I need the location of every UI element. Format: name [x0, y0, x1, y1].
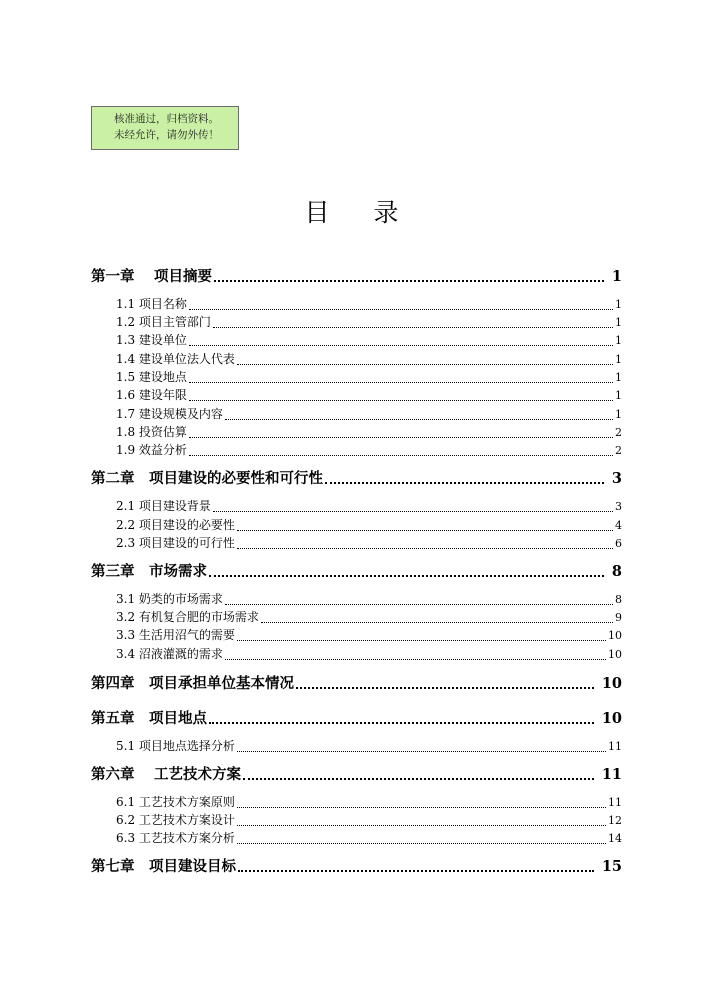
toc-section-6-3[interactable] — [116, 830, 622, 847]
toc-section-label: 5.1 项目地点选择分析 — [116, 739, 235, 753]
toc-section-label: 2.2 项目建设的必要性 — [116, 518, 235, 532]
toc-chapter-3[interactable] — [91, 562, 622, 582]
toc-section-1-2[interactable] — [116, 314, 622, 331]
toc-page-number: 1 — [611, 268, 622, 285]
toc-chapter-5[interactable] — [91, 709, 622, 729]
dot-leader — [214, 279, 604, 282]
toc-page-number: 10 — [608, 648, 622, 661]
toc-section-1-4[interactable] — [116, 351, 622, 368]
toc-section-label: 1.4 建设单位法人代表 — [116, 352, 235, 366]
dot-leader — [237, 824, 606, 826]
toc-section-label: 1.9 效益分析 — [116, 443, 187, 457]
dot-leader — [209, 574, 604, 577]
toc-page-number: 1 — [615, 298, 622, 311]
toc-page-number: 8 — [611, 563, 622, 580]
toc-section-label: 1.2 项目主管部门 — [116, 315, 211, 329]
dot-leader — [237, 806, 606, 808]
toc-chapter-label: 第二章 项目建设的必要性和可行性 — [91, 470, 323, 487]
toc-page-number: 1 — [615, 389, 622, 402]
toc-section-label: 6.1 工艺技术方案原则 — [116, 795, 235, 809]
dot-leader — [261, 621, 613, 623]
toc-section-label: 6.2 工艺技术方案设计 — [116, 813, 235, 827]
dot-leader — [189, 454, 613, 456]
dot-leader — [189, 308, 613, 310]
toc-section-1-3[interactable] — [116, 332, 622, 349]
toc-page-number: 11 — [608, 740, 622, 753]
toc-section-label: 1.6 建设年限 — [116, 388, 187, 402]
dot-leader — [238, 869, 594, 872]
toc-page-number: 11 — [601, 766, 622, 783]
toc-page-number: 8 — [615, 593, 622, 606]
toc-chapter-7[interactable] — [91, 857, 622, 877]
dot-leader — [209, 721, 594, 724]
toc-section-1-5[interactable] — [116, 369, 622, 386]
dot-leader — [237, 639, 606, 641]
dot-leader — [296, 686, 594, 689]
toc-section-label: 1.5 建设地点 — [116, 370, 187, 384]
toc-chapter-label: 第四章 项目承担单位基本情况 — [91, 675, 294, 692]
toc-section-2-3[interactable] — [116, 535, 622, 552]
toc-section-6-2[interactable] — [116, 812, 622, 829]
toc-chapter-label: 第六章 工艺技术方案 — [91, 766, 242, 783]
toc-page-number: 2 — [615, 426, 622, 439]
toc-page-number: 12 — [608, 814, 622, 827]
toc-section-label: 3.1 奶类的市场需求 — [116, 592, 223, 606]
toc-section-3-1[interactable] — [116, 591, 622, 608]
dot-leader — [225, 418, 613, 420]
toc-section-1-7[interactable] — [116, 406, 622, 423]
toc-section-3-2[interactable] — [116, 609, 622, 626]
toc-page-number: 1 — [615, 316, 622, 329]
dot-leader — [325, 481, 604, 484]
toc-page-number: 6 — [615, 537, 622, 550]
toc-page-number: 1 — [615, 353, 622, 366]
dot-leader — [189, 436, 613, 438]
toc-page-number: 14 — [608, 832, 622, 845]
dot-leader — [189, 381, 613, 383]
toc-page-number: 9 — [615, 611, 622, 624]
toc-section-label: 3.3 生活用沼气的需要 — [116, 628, 235, 642]
toc-section-1-1[interactable] — [116, 296, 622, 313]
toc-section-2-1[interactable] — [116, 498, 622, 515]
dot-leader — [237, 529, 613, 531]
dot-leader — [213, 510, 613, 512]
toc-page-number: 3 — [611, 470, 622, 487]
toc-page-number: 1 — [615, 371, 622, 384]
dot-leader — [189, 344, 613, 346]
toc-section-label: 2.3 项目建设的可行性 — [116, 536, 235, 550]
toc-page-number: 1 — [615, 408, 622, 421]
dot-leader — [213, 326, 613, 328]
toc-section-3-4[interactable] — [116, 646, 622, 663]
toc-chapter-6[interactable] — [91, 765, 622, 785]
toc-section-6-1[interactable] — [116, 794, 622, 811]
toc-page-number: 2 — [615, 444, 622, 457]
toc-page-number: 11 — [608, 796, 622, 809]
toc-section-label: 1.1 项目名称 — [116, 297, 187, 311]
dot-leader — [225, 658, 606, 660]
toc-section-2-2[interactable] — [116, 517, 622, 534]
toc-page-number: 4 — [615, 519, 622, 532]
toc-chapter-label: 第三章 市场需求 — [91, 563, 207, 580]
approval-stamp — [91, 106, 239, 150]
toc-chapter-label: 第五章 项目地点 — [91, 710, 207, 727]
toc-chapter-label: 第七章 项目建设目标 — [91, 858, 236, 875]
toc-page-number: 10 — [601, 675, 622, 692]
dot-leader — [225, 603, 613, 605]
toc-section-label: 2.1 项目建设背景 — [116, 499, 211, 513]
toc-section-label: 1.3 建设单位 — [116, 333, 187, 347]
toc-page-number: 15 — [601, 858, 622, 875]
dot-leader — [237, 547, 613, 549]
dot-leader — [243, 777, 594, 780]
toc-section-label: 3.4 沼液灌溉的需求 — [116, 647, 223, 661]
toc-section-1-9[interactable] — [116, 442, 622, 459]
dot-leader — [237, 842, 606, 844]
toc-section-1-8[interactable] — [116, 424, 622, 441]
toc-chapter-2[interactable] — [91, 469, 622, 489]
toc-section-5-1[interactable] — [116, 738, 622, 755]
toc-page-number: 10 — [601, 710, 622, 727]
toc-section-label: 3.2 有机复合肥的市场需求 — [116, 610, 259, 624]
stamp-line-1: 核准通过，归档资料。 — [114, 113, 219, 125]
stamp-line-2: 未经允许，请勿外传！ — [114, 129, 219, 141]
toc-chapter-4[interactable] — [91, 674, 622, 694]
toc-page-number: 1 — [615, 334, 622, 347]
dot-leader — [237, 750, 606, 752]
toc-section-label: 6.3 工艺技术方案分析 — [116, 831, 235, 845]
toc-section-label: 1.8 投资估算 — [116, 425, 187, 439]
dot-leader — [189, 399, 613, 401]
page-title: 目录 — [304, 198, 443, 227]
toc-section-label: 1.7 建设规模及内容 — [116, 407, 223, 421]
toc-section-3-3[interactable] — [116, 627, 622, 644]
toc-page-number: 3 — [615, 500, 622, 513]
toc-chapter-1[interactable] — [91, 267, 622, 287]
dot-leader — [237, 363, 613, 365]
toc-page-number: 10 — [608, 629, 622, 642]
toc-section-1-6[interactable] — [116, 387, 622, 404]
toc-chapter-label: 第一章 项目摘要 — [91, 268, 213, 285]
